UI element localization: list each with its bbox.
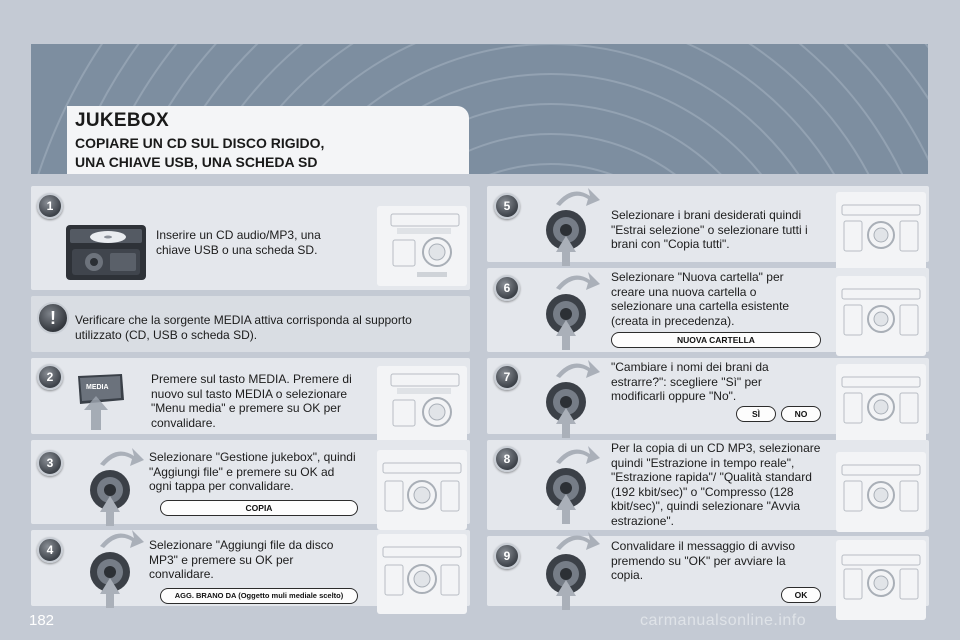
rotary-knob-icon: [72, 528, 152, 608]
warning-icon: !: [37, 302, 69, 334]
radio-panel-icon: [836, 192, 926, 272]
step-2-badge: 2: [37, 364, 63, 390]
press-arrow-icon: [82, 396, 110, 430]
step-8-text: Per la copia di un CD MP3, selezionare quindi "Estrazione in tempo reale", "Estrazione rapida"/ "Qualità standard (192 kbit/sec)" o "Compresso (128 kbit/sec)", quindi selezionare "Avvia estrazione".: [611, 441, 821, 528]
step-1-text: Inserire un CD audio/MP3, una chiave USB o una scheda SD.: [156, 228, 321, 257]
rotary-knob-icon: [528, 530, 608, 610]
step-9-badge: 9: [494, 543, 520, 569]
radio-panel-icon: [836, 364, 926, 444]
step-5-badge: 5: [494, 193, 520, 219]
step-2-text: Premere sul tasto MEDIA. Premere di nuovo sul tasto MEDIA o selezionare "Menu media" e premere su OK per convalidare.: [151, 372, 352, 430]
step-9-text: Convalidare il messaggio di avviso premendo su "OK" per avviare la copia.: [611, 539, 796, 582]
no-pill[interactable]: NO: [781, 406, 821, 422]
ok-pill[interactable]: OK: [781, 587, 821, 603]
rotary-knob-icon: [72, 446, 152, 526]
step-6-text: Selezionare "Nuova cartella" per creare una nuova cartella o selezionare una cartella esistente (creata in precedenza).: [611, 270, 790, 328]
step-7-text: "Cambiare i nomi dei brani da estrarre?": scegliere "Sì" per modificarli oppure "No".: [611, 360, 769, 403]
step-5-text: Selezionare i brani desiderati quindi "Estrai selezione" o selezionare tutti i brani con "Copia tutti".: [611, 208, 808, 251]
rotary-knob-icon: [528, 186, 608, 266]
step-1-badge: 1: [37, 193, 63, 219]
radio-panel-icon: [377, 450, 467, 530]
radio-panel-icon: [836, 540, 926, 620]
radio-panel-icon: [377, 206, 467, 286]
page-subtitle: [75, 134, 324, 172]
rotary-knob-icon: [528, 358, 608, 438]
step-4-badge: 4: [37, 537, 63, 563]
radio-panel-icon: [836, 276, 926, 356]
rotary-knob-icon: [528, 270, 608, 350]
warning-text: Verificare che la sorgente MEDIA attiva corrisponda al supporto utilizzato (CD, USB o scheda SD).: [75, 313, 412, 342]
cd-player-icon: [66, 225, 146, 280]
radio-panel-icon: [377, 366, 467, 446]
radio-panel-icon: [836, 452, 926, 532]
step-7-badge: 7: [494, 364, 520, 390]
step-4-text: Selezionare "Aggiungi file da disco MP3" e premere su OK per convalidare.: [149, 538, 334, 581]
add-track-pill[interactable]: AGG. BRANO DA (Oggetto muli mediale scelto): [160, 588, 358, 604]
media-button-label: MEDIA: [86, 384, 109, 391]
new-folder-pill[interactable]: NUOVA CARTELLA: [611, 332, 821, 348]
yes-pill[interactable]: SÌ: [736, 406, 776, 422]
step-3-badge: 3: [37, 450, 63, 476]
step-3-text: Selezionare "Gestione jukebox", quindi "Aggiungi file" e premere su OK ad ogni tappa per convalidare.: [149, 450, 356, 493]
title-box: [67, 106, 469, 174]
page-title: JUKEBOX: [75, 110, 169, 131]
rotary-knob-icon: [528, 444, 608, 524]
page-number: 182: [29, 612, 55, 629]
subtitle-line-2: UNA CHIAVE USB, UNA SCHEDA SD: [75, 154, 318, 170]
step-8-badge: 8: [494, 446, 520, 472]
watermark: carmanualsonline.info: [640, 612, 807, 629]
subtitle-line-1: COPIARE UN CD SUL DISCO RIGIDO,: [75, 135, 325, 151]
copia-pill[interactable]: COPIA: [160, 500, 358, 516]
step-6-badge: 6: [494, 275, 520, 301]
radio-panel-icon: [377, 534, 467, 614]
